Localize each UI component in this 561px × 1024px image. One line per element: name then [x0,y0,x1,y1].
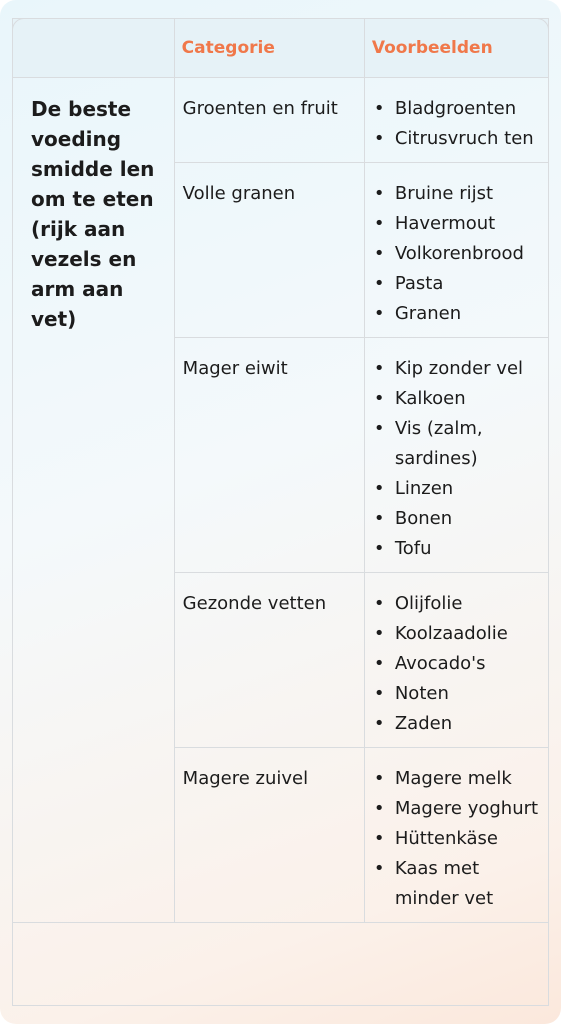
list-item: • Havermout [365,209,548,239]
table-header-row [13,19,549,78]
list-item: • Citrusvruch ten [365,124,548,154]
list-item: • Granen [365,299,548,329]
list-item: • Bonen [365,504,548,534]
list-item: • Olijfolie [365,589,548,619]
examples-list [365,179,548,329]
list-item: • Volkorenbrood [365,239,548,269]
examples-cell [364,78,548,163]
food-table [12,18,549,923]
category-cell: Gezonde vetten [174,573,364,748]
examples-list [365,94,548,154]
list-item: • Vis (zalm, sardines) [365,414,548,474]
category-cell: Magere zuivel [174,748,364,923]
list-item: • Tofu [365,534,548,564]
category-cell: Mager eiwit [174,338,364,573]
list-item: • Kip zonder vel [365,354,548,384]
header-examples: Voorbeelden [364,19,548,78]
list-item: • Magere yoghurt [365,794,548,824]
header-category: Categorie [174,19,364,78]
examples-list [365,354,548,564]
examples-cell [364,163,548,338]
examples-cell [364,748,548,923]
category-cell: Volle granen [174,163,364,338]
table-row [13,78,549,163]
examples-list [365,764,548,914]
list-item: • Pasta [365,269,548,299]
list-item: • Bruine rijst [365,179,548,209]
header-corner-cell [13,19,175,78]
list-item: • Kaas met minder vet [365,854,548,914]
list-item: • Avocado's [365,649,548,679]
row-header-best-foods: De beste voeding smidde len om te eten (rijk aan vezels en arm aan vet) [13,78,175,923]
category-cell: Groenten en fruit [174,78,364,163]
list-item: • Bladgroenten [365,94,548,124]
list-item: • Kalkoen [365,384,548,414]
examples-list [365,589,548,739]
list-item: • Noten [365,679,548,709]
list-item: • Zaden [365,709,548,739]
examples-cell [364,573,548,748]
list-item: • Koolzaadolie [365,619,548,649]
list-item: • Linzen [365,474,548,504]
list-item: • Magere melk [365,764,548,794]
list-item: • Hüttenkäse [365,824,548,854]
examples-cell [364,338,548,573]
